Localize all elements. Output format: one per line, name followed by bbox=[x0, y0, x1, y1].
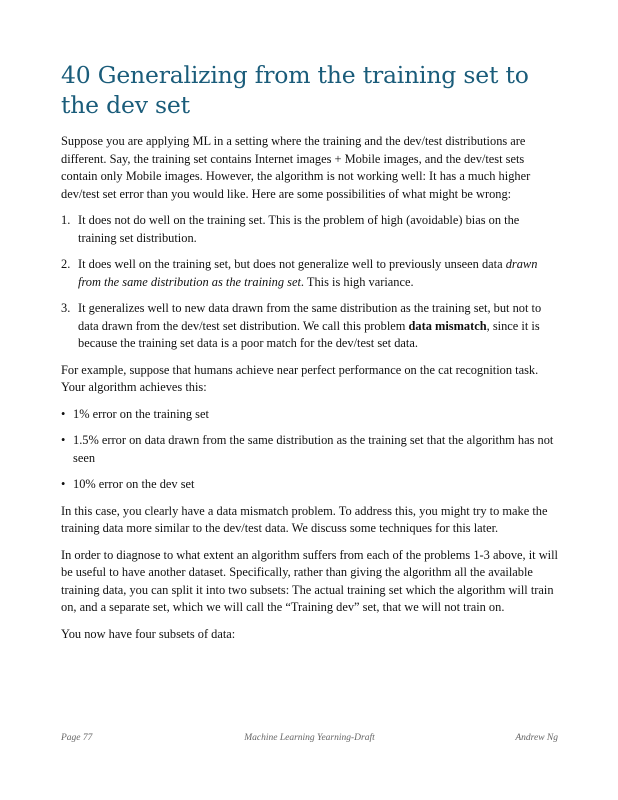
bullet-item bbox=[61, 476, 558, 494]
final-paragraph: You now have four subsets of data: bbox=[61, 626, 236, 641]
section-heading: 40 Generalizing from the training set to the dev set bbox=[61, 61, 529, 119]
numbered-list bbox=[61, 212, 558, 353]
footer-page-number: Page 77 bbox=[61, 733, 93, 743]
page-footer bbox=[61, 733, 558, 747]
list-item-emphasis: drawn from the same distribution as the training set bbox=[78, 257, 538, 289]
bullet-text: 10% error on the dev set bbox=[73, 477, 195, 491]
list-number: 2. bbox=[61, 257, 71, 271]
bullet-text: 1% error on the training set bbox=[73, 406, 209, 421]
list-item-text: It generalizes well to new data drawn from the same distribution as the training set, but not to data drawn from the dev/test set distribution. We call this problem bbox=[78, 301, 542, 333]
bullet-item bbox=[61, 406, 558, 424]
footer-book-title: Machine Learning Yearning-Draft bbox=[244, 733, 375, 743]
bullet-text: 1.5% error on data drawn from the same distribution as the training set that the algorithm has not seen bbox=[73, 433, 554, 465]
footer-author: Andrew Ng bbox=[515, 733, 558, 743]
list-item-bold-term: data mismatch bbox=[408, 318, 487, 333]
intro-paragraph: Suppose you are applying ML in a setting where the training and the dev/test distributions are different. Say, the training set contains Internet images + Mobile images, and the dev/test sets contain only Mobile images. However, the algorithm is not working well: It has a much higher dev/test set error than you would like. Here are some possibilities of what might be wrong: bbox=[61, 134, 531, 201]
list-number: 1. bbox=[61, 213, 71, 227]
list-item-text-end: . This is high variance. bbox=[300, 274, 414, 289]
list-number: 3. bbox=[61, 301, 71, 315]
list-item-text: It does not do well on the training set. This is the problem of high (avoidable) bias on the training set distribution. bbox=[78, 213, 520, 245]
bullet-item bbox=[61, 432, 558, 467]
list-item bbox=[61, 300, 558, 353]
example-paragraph: For example, suppose that humans achieve near perfect performance on the cat recognition task. Your algorithm achieves this: bbox=[61, 362, 539, 394]
bullet-icon: • bbox=[61, 406, 66, 421]
list-item bbox=[61, 212, 558, 247]
list-item bbox=[61, 256, 558, 291]
bullet-icon: • bbox=[61, 477, 66, 491]
list-item-text-end: , since it is because the training set data is a poor match for the dev/test set data. bbox=[78, 318, 540, 350]
bullet-icon: • bbox=[61, 433, 66, 447]
mismatch-paragraph: In this case, you clearly have a data mismatch problem. To address this, you might try to make the training data more similar to the dev/test data. We discuss some techniques for this later. bbox=[61, 503, 548, 535]
body-text bbox=[61, 133, 558, 652]
list-item-text: It does well on the training set, but does not generalize well to previously unseen data bbox=[78, 257, 506, 271]
diagnose-paragraph: In order to diagnose to what extent an algorithm suffers from each of the problems 1-3 above, it will be useful to have another dataset. Specifically, rather than giving the algorithm all the available training data, you can split it into two subsets: The actual training set which the algorithm will train on, and a separate set, which we will call the “Training dev” set, that we will not train on. bbox=[61, 547, 558, 614]
bullet-list bbox=[61, 406, 558, 494]
